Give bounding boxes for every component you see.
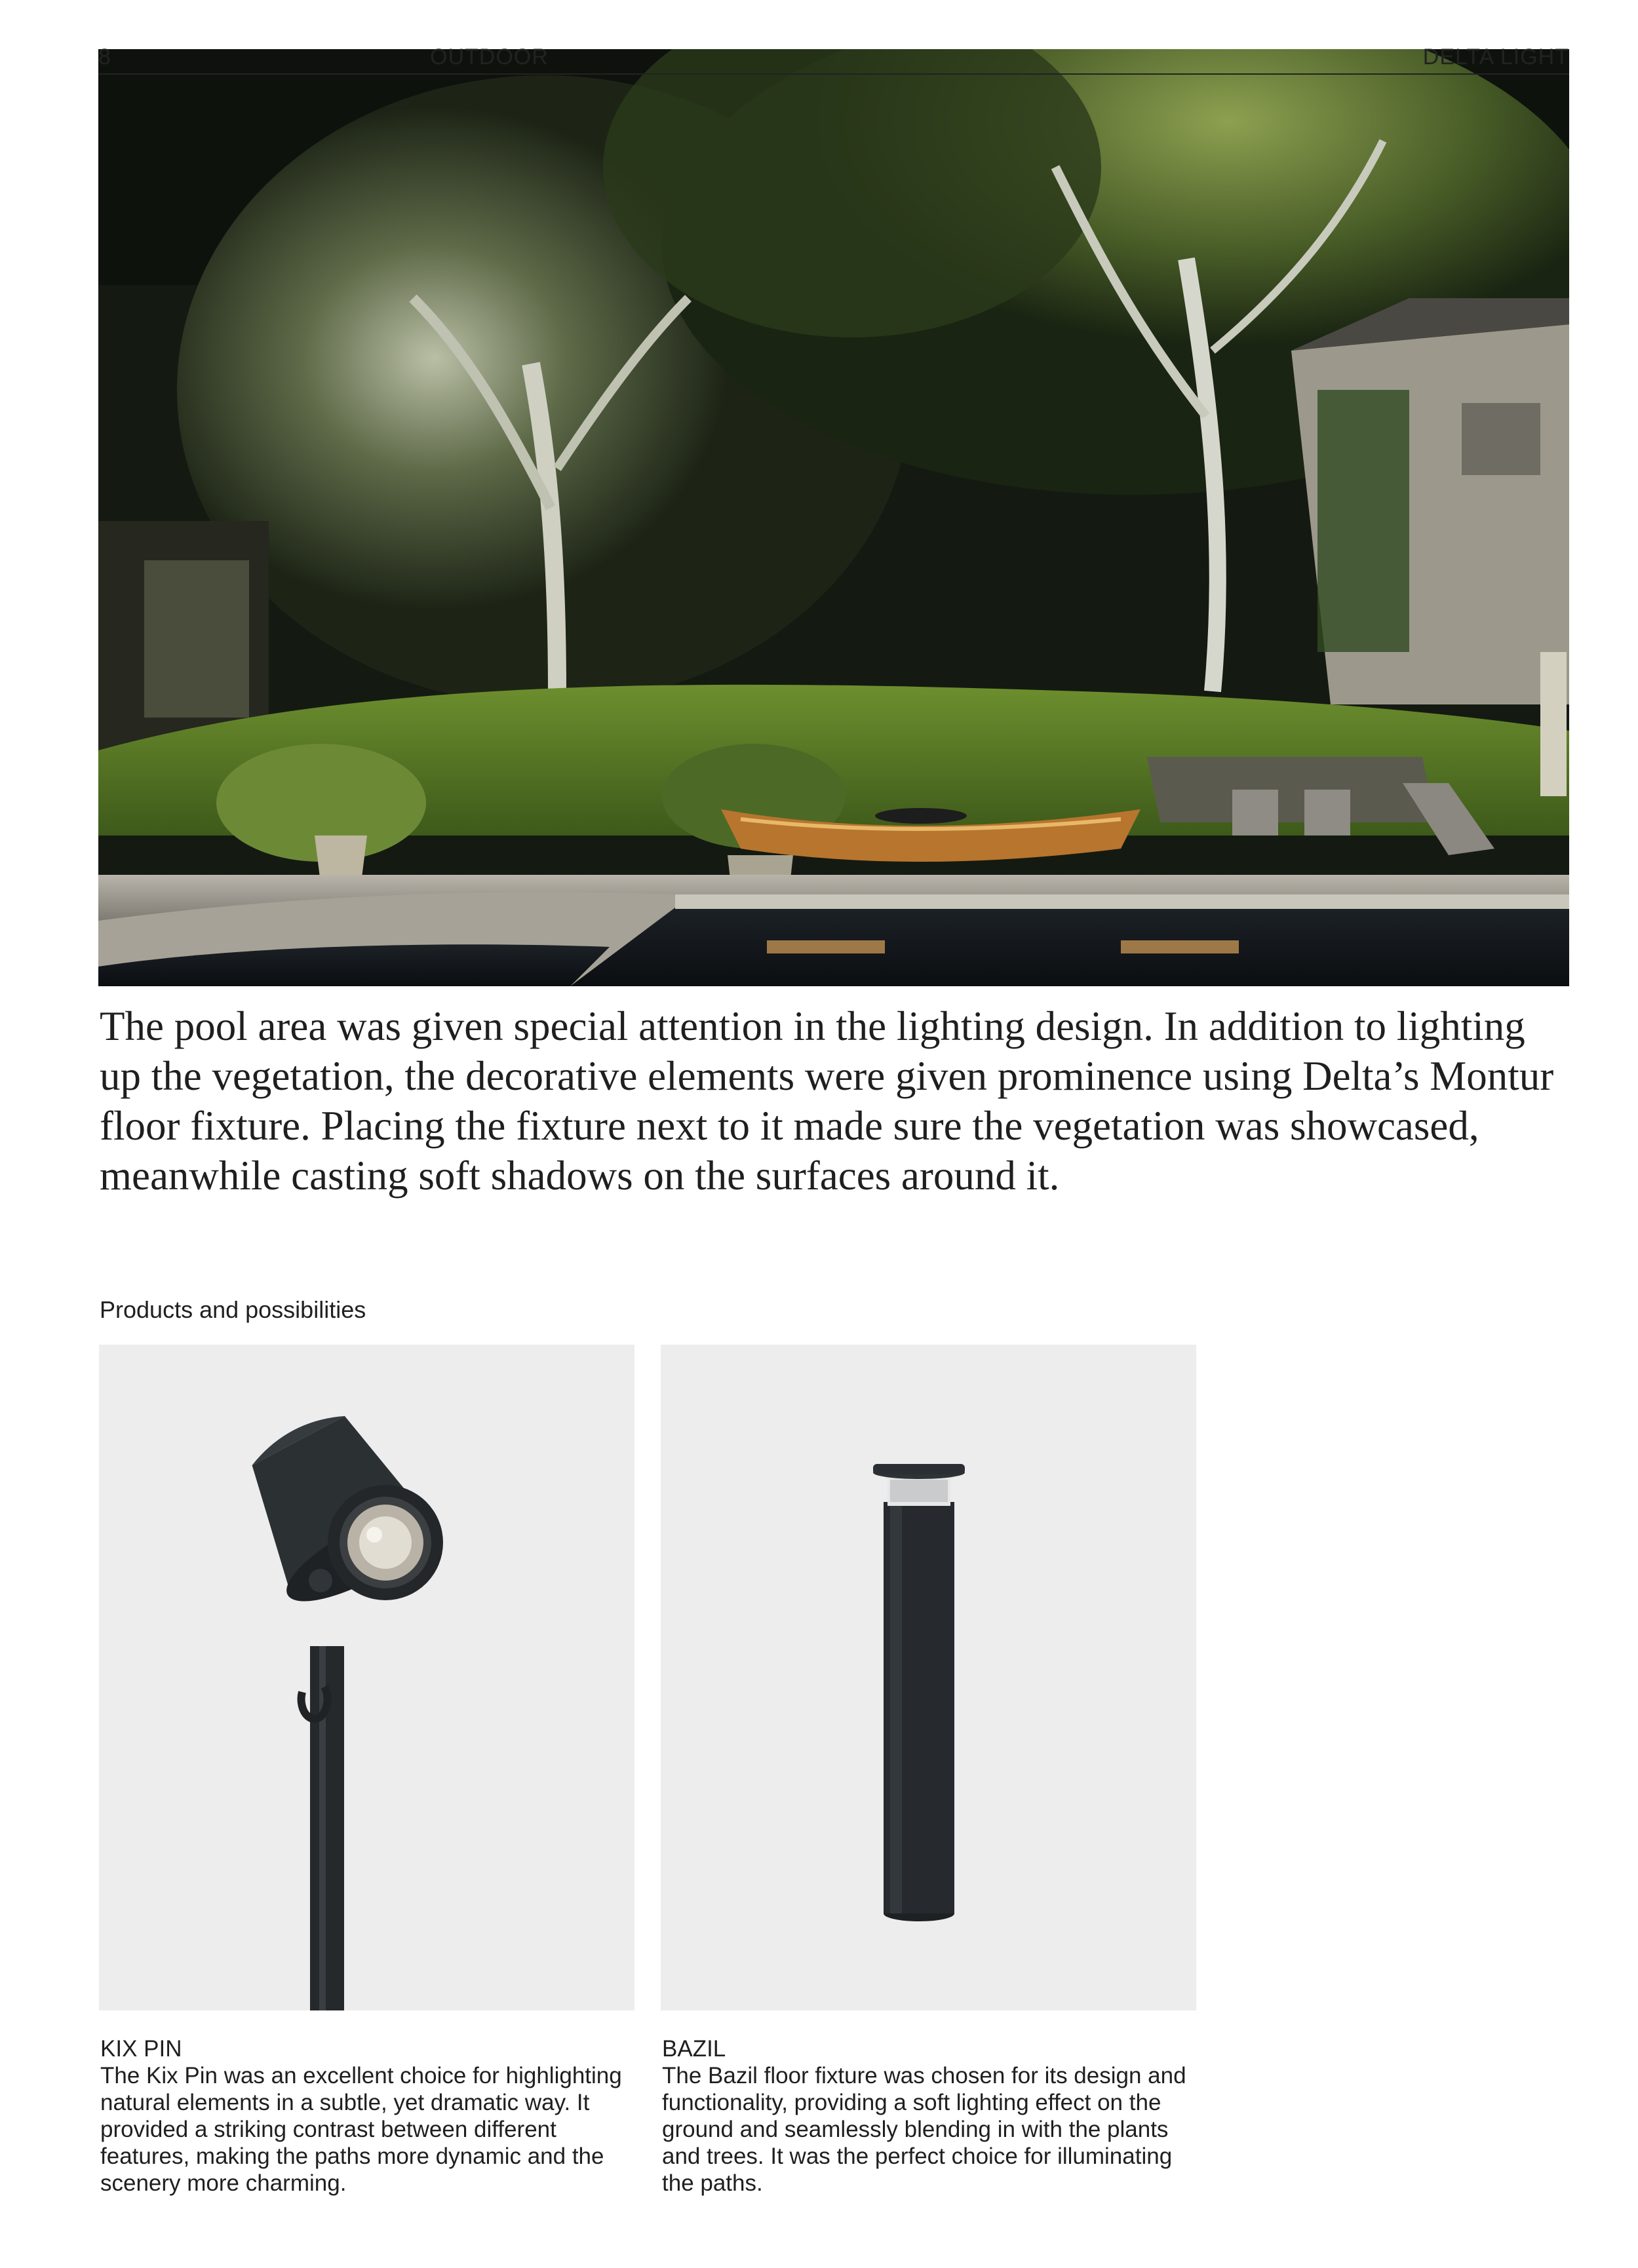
product-name: KIX PIN bbox=[100, 2036, 182, 2062]
garden-night-illustration bbox=[98, 49, 1569, 986]
running-header bbox=[98, 45, 1569, 75]
products-section-label: Products and possibilities bbox=[100, 1296, 366, 1323]
product-description: The Kix Pin was an excellent choice for highlighting natural elements in a subtle, yet dramatic way. It provided a striking contrast between different features, making the paths more dynamic and the scenery more charming. bbox=[100, 2063, 622, 2196]
kix-pin-fixture-illustration bbox=[99, 1345, 634, 2010]
kix-pin-product-image bbox=[99, 1345, 634, 2010]
section-name: OUTDOOR bbox=[430, 45, 549, 69]
page-number: 8 bbox=[98, 45, 111, 69]
bazil-fixture-illustration bbox=[661, 1345, 1196, 2010]
product-card-kix-pin bbox=[99, 1345, 634, 2197]
hero-photo bbox=[98, 49, 1569, 986]
brand-name: DELTA LIGHT bbox=[1422, 45, 1569, 69]
product-name: BAZIL bbox=[662, 2036, 726, 2062]
lead-paragraph: The pool area was given special attention in the lighting design. In addition to lighting up the vegetation, the decorative elements were given prominence using Delta’s Montur floor fixture. Placing the fixture next to it made sure the vegetation was showcased, meanwhile casting soft shadows on the surfaces around it. bbox=[100, 1003, 1554, 1199]
product-card-bazil bbox=[661, 1345, 1196, 2197]
product-description: The Bazil floor fixture was chosen for its design and functionality, providing a soft lighting effect on the ground and seamlessly blending in with the plants and trees. It was the perfect choice for illuminating the paths. bbox=[662, 2063, 1186, 2196]
bazil-product-image bbox=[661, 1345, 1196, 2010]
